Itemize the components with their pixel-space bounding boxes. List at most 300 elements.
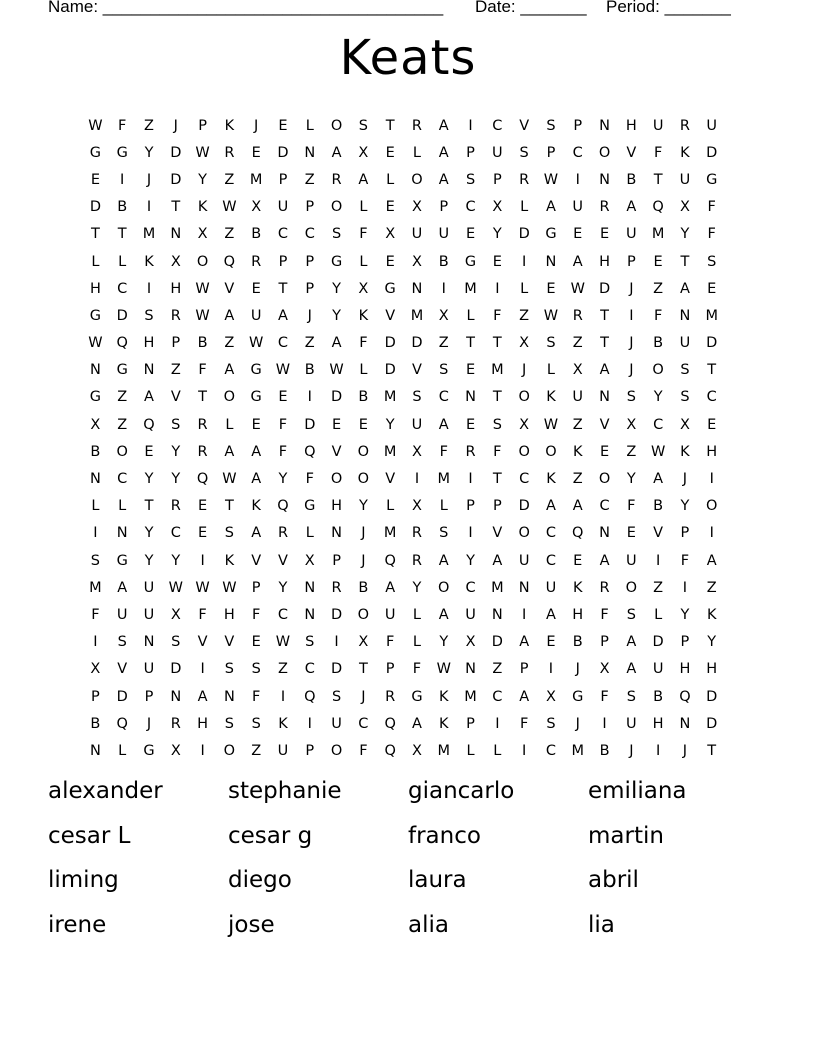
grid-letter: Q (384, 552, 396, 569)
grid-letter: G (89, 307, 102, 324)
grid-letter: Y (278, 579, 288, 596)
grid-letter: K (546, 389, 556, 406)
grid-letter: Y (144, 144, 154, 161)
grid-letter: E (465, 416, 476, 433)
grid-letter: F (707, 226, 716, 243)
grid-letter: S (358, 117, 368, 134)
grid-letter: P (305, 199, 315, 216)
grid-letter: Q (143, 416, 155, 433)
grid-letter: N (465, 661, 476, 678)
word-list-item: jose (228, 911, 275, 938)
grid-letter: W (195, 144, 210, 161)
grid-letter: E (385, 253, 395, 270)
grid-letter: N (331, 525, 342, 542)
grid-row (82, 629, 742, 656)
grid-letter: E (144, 443, 154, 460)
grid-letter: T (492, 471, 502, 488)
grid-letter: Z (224, 226, 235, 243)
grid-letter: B (438, 253, 449, 270)
grid-letter: N (679, 307, 691, 324)
grid-letter: E (251, 144, 261, 161)
grid-letter: K (706, 606, 717, 623)
grid-letter: G (384, 280, 396, 297)
grid-letter: U (143, 661, 155, 678)
grid-letter: J (361, 552, 366, 569)
grid-letter: P (546, 144, 556, 161)
grid-letter: N (143, 362, 155, 379)
grid-letter: F (359, 335, 368, 352)
grid-letter: L (359, 253, 368, 270)
grid-letter: I (655, 742, 661, 759)
word-list-item: alexander (48, 778, 163, 804)
grid-letter: A (438, 552, 449, 569)
grid-letter: A (626, 634, 637, 651)
grid-letter: S (626, 606, 636, 623)
grid-letter: X (304, 552, 315, 569)
grid-letter: L (118, 498, 127, 515)
grid-letter: U (438, 226, 450, 243)
grid-letter: S (117, 634, 127, 651)
grid-letter: I (307, 715, 312, 732)
grid-letter: I (200, 742, 205, 759)
grid-letter: E (546, 280, 556, 297)
grid-letter: W (329, 362, 344, 379)
period-field-label: Period: _______ (606, 0, 731, 16)
grid-letter: U (626, 226, 637, 243)
grid-letter: U (116, 606, 128, 623)
grid-letter: L (386, 171, 395, 188)
grid-letter: Z (572, 471, 583, 488)
grid-letter: M (437, 742, 451, 759)
grid-letter: E (278, 117, 288, 134)
grid-letter: A (492, 552, 503, 569)
grid-letter: D (706, 715, 718, 732)
grid-letter: P (492, 498, 502, 515)
grid-letter: N (599, 389, 610, 406)
grid-letter: W (222, 199, 237, 216)
grid-letter: Y (144, 525, 154, 542)
grid-letter: R (411, 117, 422, 134)
grid-letter: D (706, 144, 718, 161)
grid-letter: I (522, 253, 527, 270)
grid-letter: E (385, 199, 395, 216)
grid-letter: X (492, 199, 503, 216)
grid-letter: U (277, 742, 289, 759)
grid-letter: Q (116, 715, 128, 732)
grid-letter: P (626, 253, 636, 270)
grid-letter: X (679, 416, 690, 433)
grid-letter: Q (223, 253, 236, 270)
grid-letter: X (358, 280, 369, 297)
grid-letter: E (251, 416, 261, 433)
grid-letter: V (224, 280, 235, 297)
grid-letter: F (198, 362, 207, 379)
grid-letter: B (653, 688, 664, 705)
grid-letter: B (358, 389, 369, 406)
grid-letter: B (626, 171, 637, 188)
grid-letter: W (195, 579, 210, 596)
grid-letter: Y (171, 552, 181, 569)
grid-letter: Y (680, 226, 690, 243)
grid-letter: E (278, 389, 288, 406)
grid-letter: F (412, 661, 422, 678)
grid-letter: U (143, 606, 155, 623)
grid-letter: A (519, 634, 530, 651)
grid-letter: V (251, 552, 262, 569)
grid-letter: S (707, 253, 717, 270)
grid-row (82, 302, 742, 329)
grid-letter: G (411, 688, 423, 705)
grid-letter: Z (438, 335, 449, 352)
grid-row (82, 547, 742, 574)
grid-letter: T (466, 335, 475, 352)
grid-letter: G (250, 362, 262, 379)
grid-letter: O (223, 389, 236, 406)
grid-letter: J (173, 117, 178, 134)
grid-letter: A (331, 335, 342, 352)
grid-letter: P (466, 144, 475, 161)
grid-letter: J (361, 688, 366, 705)
grid-letter: U (411, 226, 423, 243)
grid-letter: N (411, 280, 423, 297)
grid-letter: L (359, 362, 368, 379)
grid-row (82, 139, 742, 166)
grid-row (82, 601, 742, 628)
grid-letter: A (144, 389, 154, 406)
grid-letter: T (680, 253, 690, 270)
grid-letter: H (572, 606, 584, 623)
grid-letter: I (709, 525, 714, 542)
grid-letter: D (116, 688, 128, 705)
grid-letter: F (198, 606, 207, 623)
grid-letter: D (330, 661, 343, 678)
grid-letter: Y (492, 226, 502, 243)
grid-letter: T (707, 742, 717, 759)
grid-letter: W (650, 443, 666, 460)
grid-letter: Q (304, 688, 316, 705)
grid-letter: O (652, 362, 664, 379)
grid-letter: M (142, 226, 156, 243)
grid-letter: N (170, 688, 182, 705)
grid-row (82, 411, 742, 438)
grid-letter: I (522, 742, 527, 759)
grid-letter: X (679, 199, 690, 216)
grid-letter: C (438, 389, 449, 406)
grid-letter: T (492, 335, 502, 352)
grid-letter: E (599, 226, 610, 243)
grid-letter: V (653, 525, 664, 542)
grid-letter: T (198, 389, 208, 406)
grid-letter: C (599, 498, 610, 515)
grid-letter: F (653, 144, 663, 161)
grid-letter: G (545, 226, 557, 243)
grid-letter: Z (224, 335, 235, 352)
grid-letter: F (493, 307, 502, 324)
grid-letter: N (491, 606, 503, 623)
grid-row (82, 438, 742, 465)
grid-letter: P (573, 117, 583, 134)
grid-letter: I (468, 471, 473, 488)
grid-letter: C (117, 280, 128, 297)
grid-letter: C (706, 389, 717, 406)
grid-letter: U (626, 715, 637, 732)
grid-letter: R (599, 579, 610, 596)
grid-letter: M (383, 443, 397, 460)
grid-letter: S (251, 715, 261, 732)
grid-letter: H (679, 661, 691, 678)
grid-letter: I (200, 552, 205, 569)
grid-letter: O (706, 498, 718, 515)
grid-letter: V (492, 525, 503, 542)
grid-letter: T (171, 199, 181, 216)
grid-row (82, 683, 742, 710)
grid-letter: M (464, 688, 477, 705)
grid-letter: S (626, 389, 636, 406)
grid-letter: A (626, 661, 637, 678)
grid-letter: I (468, 117, 473, 134)
grid-row (82, 166, 742, 193)
grid-letter: W (195, 280, 210, 297)
grid-letter: U (545, 579, 557, 596)
grid-letter: Z (653, 579, 664, 596)
grid-letter: Y (144, 471, 154, 488)
grid-letter: V (412, 362, 422, 379)
grid-letter: L (412, 634, 421, 651)
grid-letter: D (277, 144, 289, 161)
grid-letter: X (411, 253, 422, 270)
grid-letter: G (706, 171, 718, 188)
grid-letter: W (88, 335, 103, 352)
grid-letter: Y (680, 498, 690, 515)
grid-letter: O (196, 253, 209, 270)
grid-letter: I (280, 688, 286, 705)
grid-letter: I (522, 606, 527, 623)
grid-letter: L (91, 498, 100, 515)
grid-letter: G (116, 144, 128, 161)
grid-row (82, 520, 742, 547)
grid-letter: S (439, 525, 449, 542)
grid-letter: Z (117, 389, 128, 406)
grid-letter: D (170, 661, 182, 678)
grid-letter: A (117, 579, 128, 596)
grid-letter: R (331, 579, 342, 596)
grid-letter: O (518, 525, 530, 542)
grid-letter: E (331, 416, 342, 433)
grid-letter: Q (277, 498, 289, 515)
grid-letter: V (117, 661, 128, 678)
date-field-label: Date: _______ (475, 0, 587, 16)
grid-letter: T (385, 117, 395, 134)
grid-letter: L (439, 498, 448, 515)
grid-letter: L (466, 742, 475, 759)
grid-letter: S (144, 307, 154, 324)
grid-letter: R (170, 498, 181, 515)
grid-letter: X (170, 253, 181, 270)
grid-letter: D (330, 389, 343, 406)
grid-letter: V (626, 144, 637, 161)
grid-letter: G (304, 498, 316, 515)
grid-letter: Z (572, 335, 583, 352)
grid-letter: F (519, 715, 529, 732)
grid-letter: W (543, 307, 559, 324)
grid-letter: D (170, 144, 182, 161)
grid-letter: W (436, 661, 451, 678)
grid-letter: H (706, 661, 718, 678)
grid-letter: O (330, 117, 343, 134)
grid-letter: P (91, 688, 100, 705)
grid-letter: K (680, 144, 690, 161)
grid-letter: I (441, 280, 446, 297)
grid-letter: N (223, 688, 235, 705)
grid-letter: T (144, 498, 154, 515)
grid-letter: N (304, 579, 316, 596)
grid-letter: Z (251, 742, 262, 759)
grid-letter: X (411, 199, 422, 216)
grid-letter: S (224, 525, 234, 542)
grid-letter: A (251, 471, 262, 488)
grid-letter: E (251, 634, 261, 651)
grid-letter: C (465, 199, 476, 216)
grid-letter: F (653, 307, 663, 324)
grid-letter: R (599, 199, 610, 216)
word-list (48, 778, 788, 956)
grid-letter: X (170, 742, 181, 759)
grid-letter: J (575, 661, 580, 678)
grid-letter: N (89, 471, 101, 488)
grid-letter: K (144, 253, 154, 270)
grid-letter: M (705, 307, 718, 324)
grid-letter: N (89, 362, 101, 379)
grid-letter: Q (304, 443, 316, 460)
grid-letter: I (93, 634, 98, 651)
grid-letter: G (330, 253, 343, 270)
grid-letter: Z (170, 362, 181, 379)
grid-letter: Y (439, 634, 449, 651)
grid-row (82, 656, 742, 683)
grid-letter: E (465, 362, 476, 379)
grid-letter: G (116, 362, 128, 379)
grid-letter: N (143, 634, 155, 651)
grid-letter: E (385, 144, 395, 161)
grid-letter: I (602, 715, 607, 732)
grid-letter: P (332, 552, 341, 569)
grid-letter: T (600, 307, 609, 324)
grid-letter: R (170, 715, 181, 732)
grid-letter: B (358, 579, 369, 596)
grid-letter: U (492, 144, 503, 161)
grid-letter: U (331, 715, 342, 732)
grid-letter: P (305, 280, 315, 297)
grid-letter: A (331, 144, 342, 161)
grid-letter: I (495, 715, 500, 732)
grid-row (82, 710, 742, 737)
grid-letter: I (629, 307, 634, 324)
grid-letter: S (546, 715, 556, 732)
grid-letter: E (546, 634, 556, 651)
grid-letter: A (412, 715, 422, 732)
grid-letter: A (599, 552, 610, 569)
grid-row (82, 737, 742, 764)
grid-letter: E (198, 498, 208, 515)
word-list-item: stephanie (228, 778, 342, 804)
grid-letter: E (251, 280, 261, 297)
grid-letter: F (707, 199, 716, 216)
grid-letter: N (465, 389, 476, 406)
grid-letter: V (278, 552, 288, 569)
grid-letter: O (625, 579, 638, 596)
grid-letter: J (682, 742, 688, 759)
grid-letter: T (117, 226, 127, 243)
word-list-item: giancarlo (408, 778, 515, 804)
grid-letter: Z (706, 579, 717, 596)
grid-letter: F (278, 443, 288, 460)
grid-letter: W (275, 362, 291, 379)
grid-letter: N (304, 144, 316, 161)
grid-letter: V (599, 416, 610, 433)
grid-letter: H (89, 280, 101, 297)
grid-letter: J (629, 362, 634, 379)
grid-letter: J (146, 171, 152, 188)
grid-row (82, 248, 742, 275)
grid-letter: P (600, 634, 609, 651)
grid-letter: A (519, 688, 530, 705)
grid-letter: A (251, 525, 262, 542)
grid-letter: J (361, 525, 366, 542)
grid-letter: B (117, 199, 128, 216)
grid-letter: A (438, 606, 449, 623)
page-title: Keats (339, 30, 477, 86)
grid-letter: Y (171, 443, 181, 460)
grid-letter: R (277, 525, 289, 542)
grid-letter: K (224, 552, 235, 569)
grid-letter: V (170, 389, 181, 406)
grid-letter: L (546, 362, 555, 379)
grid-letter: A (545, 498, 556, 515)
word-list-item: liming (48, 867, 119, 893)
grid-row (82, 465, 742, 492)
grid-letter: I (120, 171, 125, 188)
grid-letter: F (278, 416, 288, 433)
grid-letter: P (305, 253, 315, 270)
grid-letter: Q (196, 471, 209, 488)
grid-letter: N (679, 715, 691, 732)
grid-letter: Q (384, 715, 396, 732)
grid-letter: D (330, 606, 343, 623)
grid-letter: H (599, 253, 610, 270)
grid-letter: M (383, 525, 397, 542)
grid-letter: C (358, 715, 369, 732)
grid-row (82, 194, 742, 221)
grid-letter: P (171, 335, 181, 352)
grid-letter: P (251, 579, 261, 596)
grid-letter: S (171, 416, 181, 433)
grid-letter: D (384, 335, 396, 352)
grid-letter: Z (653, 280, 664, 297)
grid-letter: D (706, 688, 718, 705)
grid-letter: Y (707, 634, 717, 651)
grid-letter: L (225, 416, 234, 433)
grid-letter: X (438, 307, 449, 324)
grid-letter: I (682, 579, 688, 596)
grid-letter: Y (144, 552, 154, 569)
grid-letter: X (519, 416, 530, 433)
grid-letter: I (307, 389, 312, 406)
grid-letter: G (143, 742, 155, 759)
letter-grid (82, 112, 742, 765)
grid-letter: Z (117, 416, 128, 433)
grid-letter: R (519, 171, 530, 188)
grid-letter: O (598, 144, 611, 161)
